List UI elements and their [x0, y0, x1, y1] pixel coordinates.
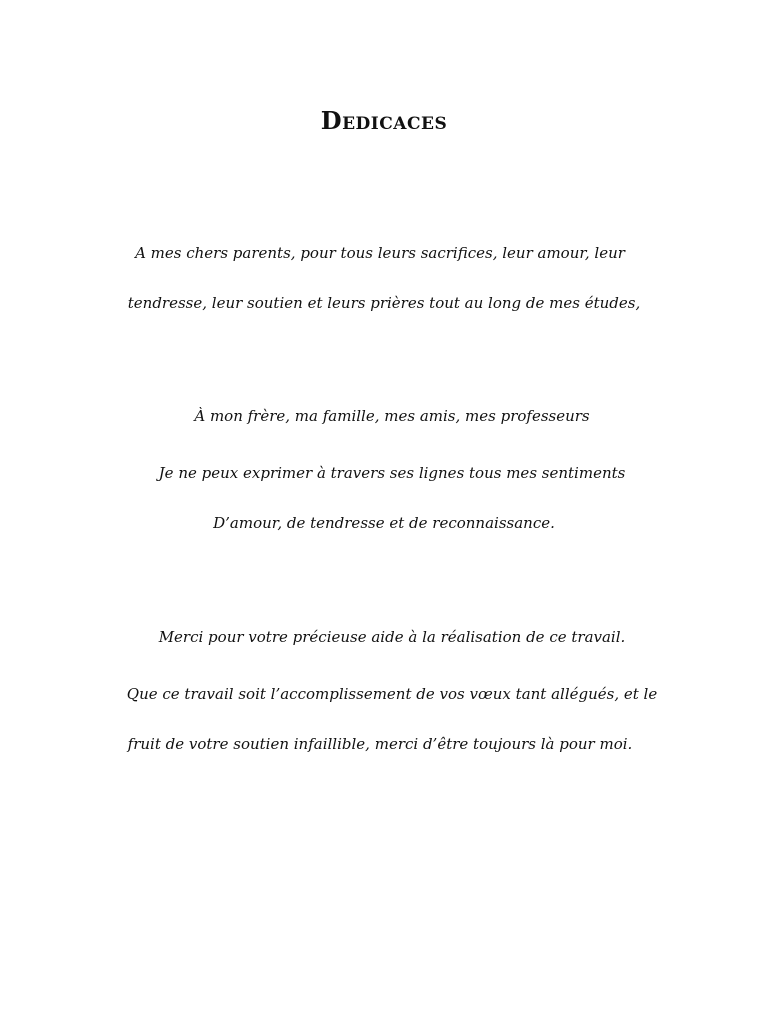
- dedication-line: D’amour, de tendresse et de reconnaissance.: [213, 514, 555, 532]
- dedication-line: A mes chers parents, pour tous leurs sacrifices, leur amour, leur: [135, 244, 625, 262]
- dedication-line: tendresse, leur soutien et leurs prières tout au long de mes études,: [127, 294, 641, 312]
- dedication-line: Merci pour votre précieuse aide à la réalisation de ce travail.: [158, 628, 626, 646]
- dedication-line: Je ne peux exprimer à travers ses lignes tous mes sentiments: [158, 464, 626, 482]
- dedication-line: fruit de votre soutien infaillible, merci d’être toujours là pour moi.: [127, 735, 633, 753]
- dedication-line: À mon frère, ma famille, mes amis, mes professeurs: [194, 407, 590, 425]
- dedication-line: Que ce travail soit l’accomplissement de vos vœux tant allégués, et le: [126, 685, 658, 703]
- page-title: Dedicaces: [320, 106, 448, 135]
